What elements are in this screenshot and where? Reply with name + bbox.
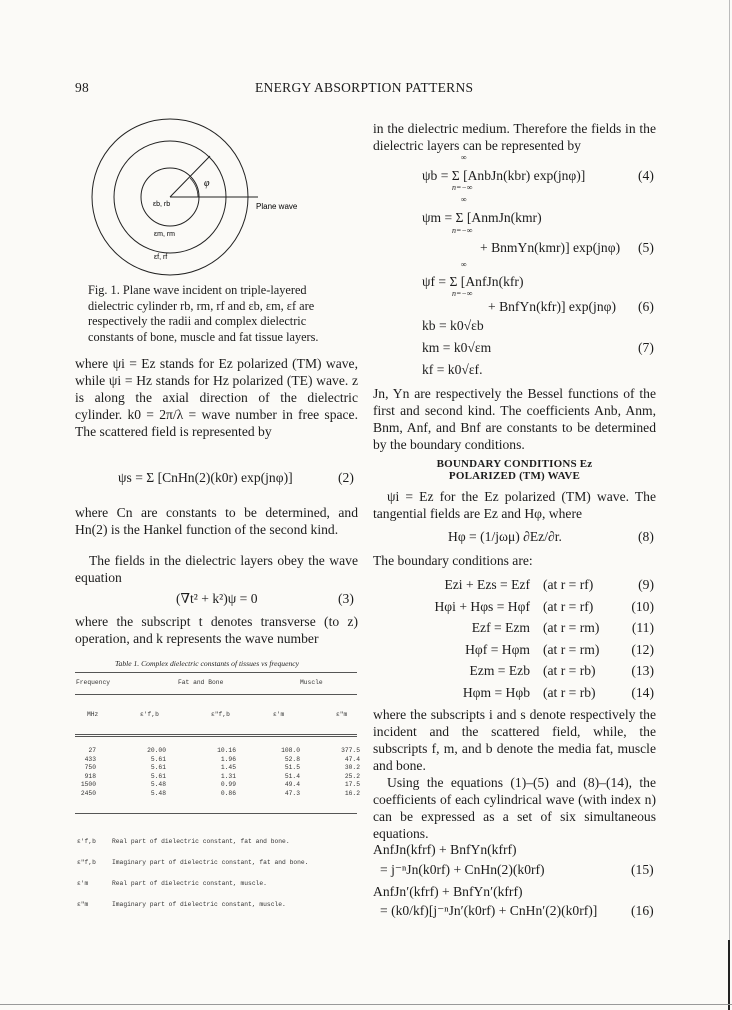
table-cell: 16.2 <box>344 790 360 797</box>
sum-limit-upper: ∞ <box>461 153 467 162</box>
table-cell: 918 <box>84 772 96 780</box>
equation-5-line-1: ψm = Σ [AnmJn(kmr) <box>422 210 542 225</box>
boundary-condition-location: (at r = rb) <box>543 685 596 700</box>
boundary-condition-equation: Ezi + Ezs = Ezf <box>444 577 530 592</box>
boundary-condition-number: (10) <box>631 598 654 614</box>
table-cell: 377.5 <box>341 747 360 754</box>
table-note-text: Imaginary part of dielectric constant, fat and bone. <box>112 859 309 866</box>
left-paragraph-3: The fields in the dielectric layers obey the wave equation <box>75 553 358 585</box>
boundary-condition-equation: Ezf = Ezm <box>471 620 530 636</box>
table-cell: 5.61 <box>150 764 166 772</box>
table-cell: 5.48 <box>150 790 166 797</box>
right-paragraph-4: The boundary conditions are: <box>373 553 533 568</box>
equation-3: (∇t² + k²)ψ = 0 <box>176 591 258 606</box>
table-cell: 0.86 <box>220 790 236 797</box>
table-cell: 5.61 <box>150 755 166 763</box>
right-paragraph-1: in the dielectric medium. Therefore the fields in the dielectric layers can be represented by <box>373 121 656 153</box>
sum-limit-upper: ∞ <box>461 195 467 204</box>
equation-6-line-1: ψf = Σ [AnfJn(kfr) <box>422 274 524 289</box>
boundary-condition-number: (9) <box>638 577 654 592</box>
figure-caption: Fig. 1. Plane wave incident on triple-layered dielectric cylinder rb, rm, rf and εb, εm, εf are respectively the radii and complex dielectric constants of bone, muscle and fat tissue layers. <box>88 283 319 344</box>
table-cell: 17.5 <box>344 781 360 789</box>
equation-15-line-1: AnfJn(kfrf) + BnfYn(kfrf) <box>373 842 517 857</box>
equation-16-number: (16) <box>631 903 654 918</box>
core-label: εb, rb <box>153 201 171 208</box>
equation-2: ψs = Σ [CnHn(2)(k0r) exp(jnφ)] <box>118 470 293 485</box>
right-paragraph-2: Jn, Yn are respectively the Bessel functions of the first and second kind. The coefficients Anb, Anm, Bnm, Anf, and Bnf are constants to be determined by the boundary conditions. <box>373 386 656 452</box>
equation-8-number: (8) <box>638 529 654 544</box>
table-subheader-real-m: ε'm <box>273 711 285 718</box>
table-cell: 27 <box>88 747 96 754</box>
table-note-text: Real part of dielectric constant, muscle. <box>112 880 267 887</box>
equation-4-number: (4) <box>638 168 654 183</box>
boundary-condition-number: (11) <box>631 620 654 636</box>
boundary-condition-equation: Hφf = Hφm <box>465 641 530 657</box>
plane-wave-label: Plane wave <box>256 202 298 211</box>
equation-7b: km = k0√εm <box>422 340 492 355</box>
table-cell: 2450 <box>80 790 96 797</box>
table-note-symbol: ε"m <box>77 901 89 908</box>
left-paragraph-1: where ψi = Ez stands for Ez polarized (TM) wave, while ψi = Hz stands for Hz polarized (TE) wave. z is along the axial direction of the dielectric cylinder. k0 = 2π/λ = wave number in free space. The scattered field is represented by <box>75 356 358 439</box>
scan-bottom-edge <box>0 1004 732 1005</box>
equation-3-number: (3) <box>338 591 354 606</box>
right-paragraph-6: Using the equations (1)–(5) and (8)–(14), the coefficients of each cylindrical wave (with index n) can be expressed as a set of six simultaneous equations. <box>373 775 656 841</box>
table-subheader-imag-m: ε"m <box>336 711 348 718</box>
table-cell: 1.31 <box>220 772 236 780</box>
page-number: 98 <box>75 80 90 95</box>
left-paragraph-2: where Cn are constants to be determined, and Hn(2) is the Hankel function of the second kind. <box>75 505 358 537</box>
table-cell: 750 <box>84 764 96 772</box>
figure-1-diagram <box>70 118 340 278</box>
table-cell: 47.3 <box>284 790 300 797</box>
table-note-symbol: ε'f,b <box>77 838 96 845</box>
table-subheader-real-fb: ε'f,b <box>140 711 159 718</box>
table-cell: 30.2 <box>344 764 360 772</box>
table-cell: 108.0 <box>281 747 300 754</box>
boundary-condition-location: (at r = rm) <box>543 641 600 657</box>
equation-6-line-2: + BnfYn(kfr)] exp(jnφ) <box>488 299 616 314</box>
right-paragraph-5: where the subscripts i and s denote respectively the incident and the scattered field, while, the subscripts f, m, and b denote the media fat, muscle and bone. <box>373 707 656 773</box>
right-paragraph-3: ψi = Ez for the Ez polarized (TM) wave. The tangential fields are Ez and Hφ, where <box>373 489 656 521</box>
boundary-condition-equation: Hφm = Hφb <box>462 685 530 700</box>
table-cell: 5.61 <box>150 772 166 780</box>
equation-15-number: (15) <box>631 862 654 877</box>
table-cell: 51.5 <box>284 764 300 772</box>
boundary-condition-location: (at r = rf) <box>543 577 594 592</box>
equation-16-line-2: = (k0/kf)[j⁻ⁿJn′(k0rf) + CnHn′(2)(k0rf)] <box>380 903 598 918</box>
table-subheader-imag-fb: ε"f,b <box>211 711 230 718</box>
table-note-text: Real part of dielectric constant, fat and bone. <box>112 838 290 845</box>
boundary-condition-equation: Hφi + Hφs = Hφf <box>434 598 530 614</box>
equation-2-number: (2) <box>338 470 354 485</box>
equation-7c: kf = k0√εf. <box>422 362 483 377</box>
table-cell: 20.00 <box>147 747 166 754</box>
section-heading-line-1: BOUNDARY CONDITIONS Ez <box>436 458 593 470</box>
boundary-condition-location: (at r = rf) <box>543 598 594 614</box>
sum-limit-lower: n=−∞ <box>452 289 473 298</box>
equation-8: Hφ = (1/jωμ) ∂Ez/∂r. <box>448 529 562 544</box>
table-cell: 1500 <box>80 781 96 789</box>
table-note-symbol: ε'm <box>77 880 89 887</box>
table-cell: 47.4 <box>344 755 360 763</box>
equation-6-number: (6) <box>638 299 654 314</box>
sum-limit-lower: n=−∞ <box>452 226 473 235</box>
boundary-condition-number: (14) <box>631 685 654 700</box>
boundary-condition-location: (at r = rb) <box>543 663 596 679</box>
fat-label: εf, rf <box>154 254 168 261</box>
table-title: Table 1. Complex dielectric constants of tissues vs frequency <box>115 659 299 668</box>
table-cell: 49.4 <box>284 781 300 789</box>
table-cell: 51.4 <box>284 772 300 780</box>
table-cell: 5.48 <box>150 781 166 789</box>
table-header-fat-bone: Fat and Bone <box>178 679 224 686</box>
table-cell: 10.16 <box>217 747 236 754</box>
left-paragraph-4: where the subscript t denotes transverse (to z) operation, and k represents the wave number <box>75 614 358 646</box>
scan-edge <box>729 0 730 1010</box>
boundary-condition-number: (12) <box>631 641 654 657</box>
equation-15-line-2: = j⁻ⁿJn(k0rf) + CnHn(2)(k0rf) <box>380 862 545 877</box>
phi-label: φ <box>204 178 210 189</box>
equation-7a: kb = k0√εb <box>422 318 484 333</box>
equation-5-number: (5) <box>638 240 654 255</box>
equation-16-line-1: AnfJn′(kfrf) + BnfYn′(kfrf) <box>373 884 523 899</box>
table-cell: 25.2 <box>344 772 360 780</box>
equation-4: ψb = Σ [AnbJn(kbr) exp(jnφ)] <box>422 168 586 183</box>
table-header-muscle: Muscle <box>300 679 323 686</box>
table-cell: 1.45 <box>220 764 236 772</box>
boundary-condition-equation: Ezm = Ezb <box>469 663 530 679</box>
scan-edge-mark <box>728 940 730 1010</box>
table-note-symbol: ε"f,b <box>77 859 96 866</box>
sum-limit-upper: ∞ <box>461 260 467 269</box>
sum-limit-lower: n=−∞ <box>452 183 473 192</box>
table-cell: 433 <box>84 755 96 763</box>
table-subheader-mhz: MHz <box>87 711 99 718</box>
running-title: ENERGY ABSORPTION PATTERNS <box>255 80 474 95</box>
table-note-text: Imaginary part of dielectric constant, muscle. <box>112 901 286 908</box>
equation-7-number: (7) <box>638 340 654 355</box>
section-heading-line-2: POLARIZED (TM) WAVE <box>448 470 581 482</box>
table-cell: 52.8 <box>284 755 300 763</box>
muscle-label: εm, rm <box>154 231 176 238</box>
boundary-condition-location: (at r = rm) <box>543 620 600 636</box>
boundary-condition-number: (13) <box>631 663 654 679</box>
table-header-frequency: Frequency <box>76 679 111 686</box>
table-cell: 1.96 <box>220 755 236 763</box>
radius-line <box>170 156 210 197</box>
equation-5-line-2: + BnmYn(kmr)] exp(jnφ) <box>480 240 621 255</box>
table-cell: 0.99 <box>220 781 236 789</box>
